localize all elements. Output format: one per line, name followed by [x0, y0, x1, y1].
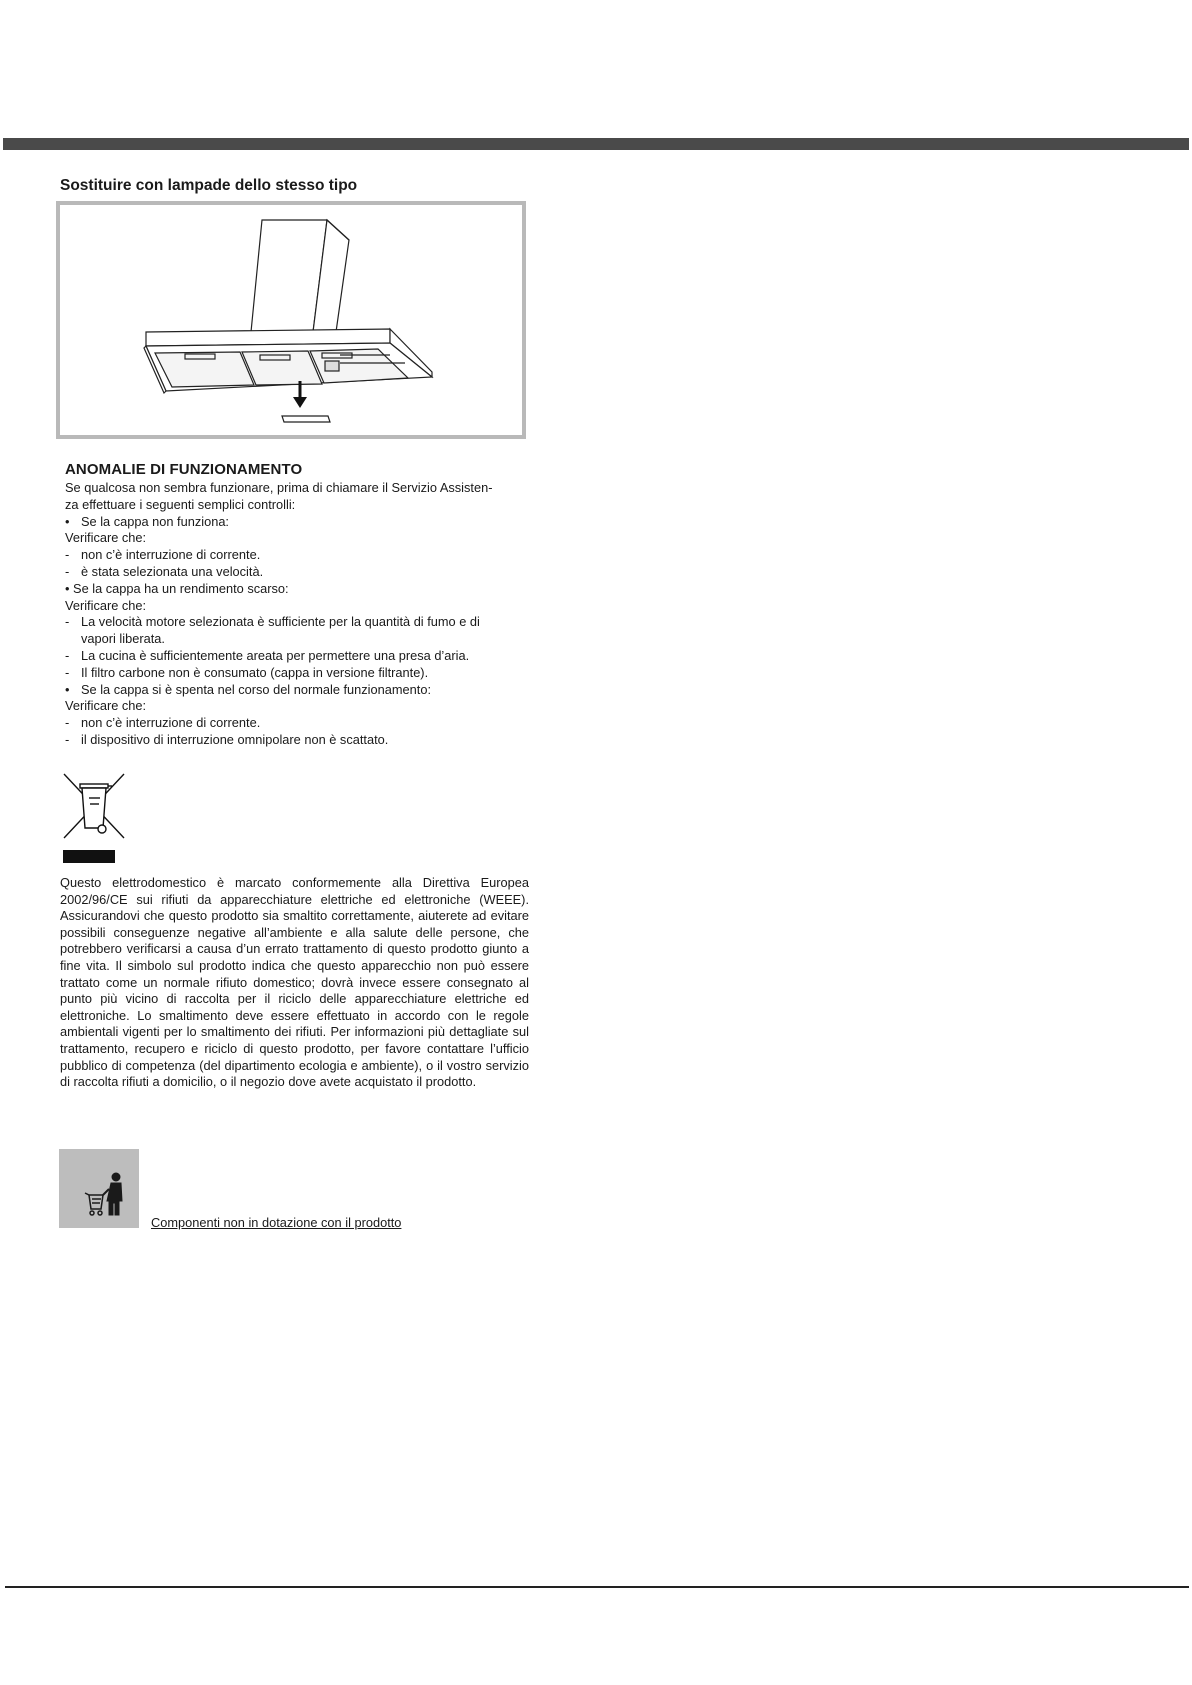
list-item: • Se la cappa ha un rendimento scarso:: [65, 580, 289, 596]
anomalies-title: ANOMALIE DI FUNZIONAMENTO: [65, 461, 303, 478]
list-item: - non c’è interruzione di corrente.: [65, 547, 261, 563]
troubleshooting-list: [65, 480, 535, 749]
header-bar: [3, 138, 1189, 150]
list-item: - non c’è interruzione di corrente.: [65, 715, 261, 731]
list-item: - il dispositivo di interruzione omnipolare non è scattato.: [65, 731, 389, 747]
list-item: - è stata selezionata una velocità.: [65, 563, 264, 579]
list-item: Verificare che:: [65, 530, 147, 546]
list-item: Verificare che:: [65, 698, 147, 714]
cooker-hood-drawing: [60, 205, 522, 435]
footer-rule: [5, 1586, 1189, 1588]
accessories-caption: Componenti non in dotazione con il prodotto: [151, 1215, 402, 1230]
list-item: - Il filtro carbone non è consumato (cappa in versione filtrante).: [65, 664, 429, 680]
list-item: vapori liberata.: [81, 631, 165, 647]
crossed-out-wheelie-bin-icon: [62, 772, 126, 866]
list-item: - La cucina è sufficientemente areata per permettere una presa d’aria.: [65, 647, 470, 663]
list-item: Se qualcosa non sembra funzionare, prima di chiamare il Servizio Assisten-: [65, 480, 493, 495]
hood-lamp-illustration: [56, 201, 526, 439]
list-item: za effettuare i seguenti semplici controlli:: [65, 496, 296, 512]
shopping-cart-person-icon: [59, 1149, 139, 1228]
list-item: Verificare che:: [65, 597, 147, 613]
list-item: • Se la cappa non funziona:: [65, 513, 229, 529]
list-item: • Se la cappa si è spenta nel corso del normale funzionamento:: [65, 681, 431, 697]
list-item: - La velocità motore selezionata è sufficiente per la quantità di fumo e di: [65, 614, 480, 630]
lamp-section-title: Sostituire con lampade dello stesso tipo: [60, 177, 358, 194]
weee-disposal-text: Questo elettrodomestico è marcato conformemente alla Direttiva Europea 2002/96/CE sui rifiuti da apparecchiature elettriche ed elettroniche (WEEE). Assicurandovi che questo prodotto sia smaltito correttamente, aiuterete ad evitare possibili conseguenze negative all’ambiente e alla salute delle persone, che potrebbero verificarsi a causa d’un errato trattamento di questo prodotto giunto a fine vita. Il simbolo sul prodotto indica che questo apparecchio non può essere trattato come un normale rifiuto domestico; dovrà invece essere consegnato al punto più vicino di raccolta per il riciclo delle apparecchiature elettriche ed elettroniche. Lo smaltimento deve essere effettuato in accordo con le regole ambientali vigenti per lo smaltimento dei rifiuti. Per informazioni più dettagliate sul trattamento, recupero e riciclo di questo prodotto, per favore contattare l’ufficio pubblico di competenza (del dipartimento ecologia e ambiente), o il vostro servizio di raccolta rifiuti a domicilio, o il negozio dove avete acquistato il prodotto.: [60, 875, 529, 1090]
